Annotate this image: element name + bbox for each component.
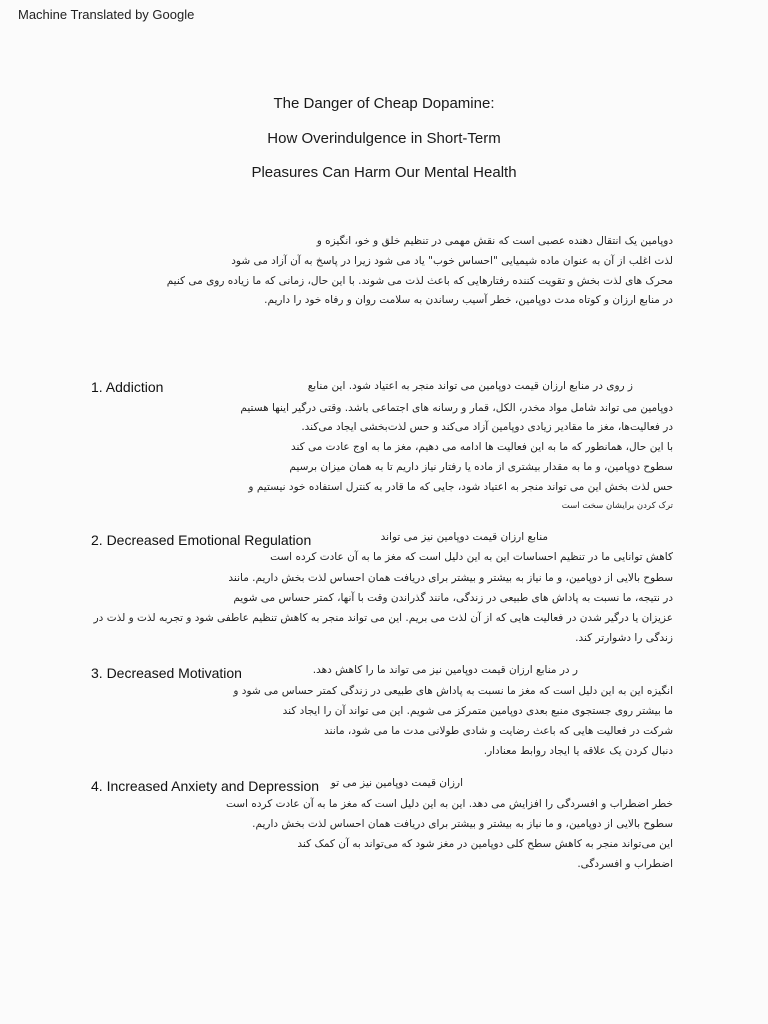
section-line: در فعالیت‌ها، مغز ما مقادیر زیادی دوپامین آزاد می‌کند و حس لذت‌بخشی ایجاد می‌کند. <box>301 421 673 433</box>
section-line: سطوح دوپامین، و ما به مقدار بیشتری از ماده یا رفتار نیاز داریم تا به همان میزان برسیم <box>289 461 673 473</box>
section-line: در نتیجه، ما نسبت به پاداش های طبیعی در زندگی، مانند گذراندن وقت با آنها، کمتر حساس می شویم <box>233 592 673 604</box>
intro-line: محرک های لذت بخش و تقویت کننده رفتارهایی که باعث لذت می شوند. با این حال، زمانی که ما زیاده روی می کنیم <box>166 275 673 287</box>
section-heading-anxiety-depression: 4. Increased Anxiety and Depression <box>91 778 320 794</box>
section-line: ما بیشتر روی جستجوی منبع بعدی دوپامین متمرکز می شویم. این می تواند آن را ایجاد کند <box>282 705 673 717</box>
section-line: ز روی در منابع ارزان قیمت دوپامین می تواند منجر به اعتیاد شود. این منابع <box>307 380 633 392</box>
section-line: با این حال، همانطور که ما به این فعالیت ها ادامه می دهیم، مغز ما به اوج عادت می کند <box>290 441 673 453</box>
intro-line: دوپامین یک انتقال دهنده عصبی است که نقش مهمی در تنظیم خلق و خو، انگیزه و <box>316 235 673 247</box>
section-line: سطوح بالایی از دوپامین، و ما نیاز به بیشتر و بیشتر برای دریافت همان احساس لذت بخش داریم. <box>252 818 673 830</box>
section-line: کاهش توانایی ما در تنظیم احساسات این به این دلیل است که مغز ما به آن عادت کرده است <box>270 551 673 563</box>
section-line: منابع ارزان قیمت دوپامین نیز می تواند <box>380 531 548 543</box>
section-line: ر در منابع ارزان قیمت دوپامین نیز می تواند ما را کاهش دهد. <box>312 664 578 676</box>
section-line: انگیزه این به این دلیل است که مغز ما نسبت به پاداش های طبیعی در زندگی کمتر حساس می شود و <box>233 685 673 697</box>
section-line: زندگی را دشوارتر کند. <box>575 632 673 644</box>
section-heading-addiction: 1. Addiction <box>91 379 164 395</box>
title-line-1: The Danger of Cheap Dopamine: <box>273 95 495 112</box>
section-heading-emotional-regulation: 2. Decreased Emotional Regulation <box>91 532 312 548</box>
section-line: عزیزان یا درگیر شدن در فعالیت هایی که از آن لذت می بریم. این می تواند منجر به کاهش تنظیم عاطفی شود و تجربه لذت و لذت در <box>93 612 673 624</box>
machine-translated-label: Machine Translated by Google <box>18 7 195 22</box>
title-line-2: How Overindulgence in Short-Term <box>267 130 501 147</box>
section-line: خطر اضطراب و افسردگی را افزایش می دهد. این به این دلیل است که مغز ما به آن عادت کرده است <box>225 798 673 810</box>
section-line: سطوح بالایی از دوپامین، و ما نیاز به بیشتر و بیشتر برای دریافت همان احساس لذت بخش داریم. مانند <box>228 572 673 584</box>
intro-line: لذت اغلب از آن به عنوان ماده شیمیایی "احساس خوب" یاد می شود زیرا در پاسخ به آن آزاد می شود <box>231 255 673 267</box>
intro-line: در منابع ارزان و کوتاه مدت دوپامین، خطر آسیب رساندن به سلامت روان و رفاه خود را داریم. <box>264 294 673 306</box>
section-line: ترک کردن برایشان سخت است <box>561 501 673 511</box>
section-line: این می‌تواند منجر به کاهش سطح کلی دوپامین در مغز شود که می‌تواند به آن کمک کند <box>297 838 673 850</box>
title-line-3: Pleasures Can Harm Our Mental Health <box>251 164 517 181</box>
section-line: دوپامین می تواند شامل مواد مخدر، الکل، قمار و رسانه های اجتماعی باشد. وقتی درگیر اینها هستیم <box>240 402 673 414</box>
section-line: دنبال کردن یک علاقه یا ایجاد روابط معنادار. <box>483 745 673 757</box>
section-line: ارزان قیمت دوپامین نیز می تو <box>330 777 463 789</box>
section-line: حس لذت بخش این می تواند منجر به اعتیاد شود، جایی که ما قادر به کنترل استفاده خود نیستیم و <box>248 481 673 493</box>
section-line: شرکت در فعالیت هایی که باعث رضایت و شادی طولانی مدت ما می شود، مانند <box>324 725 673 737</box>
section-line: اضطراب و افسردگی. <box>577 858 673 870</box>
section-heading-motivation: 3. Decreased Motivation <box>91 665 242 681</box>
